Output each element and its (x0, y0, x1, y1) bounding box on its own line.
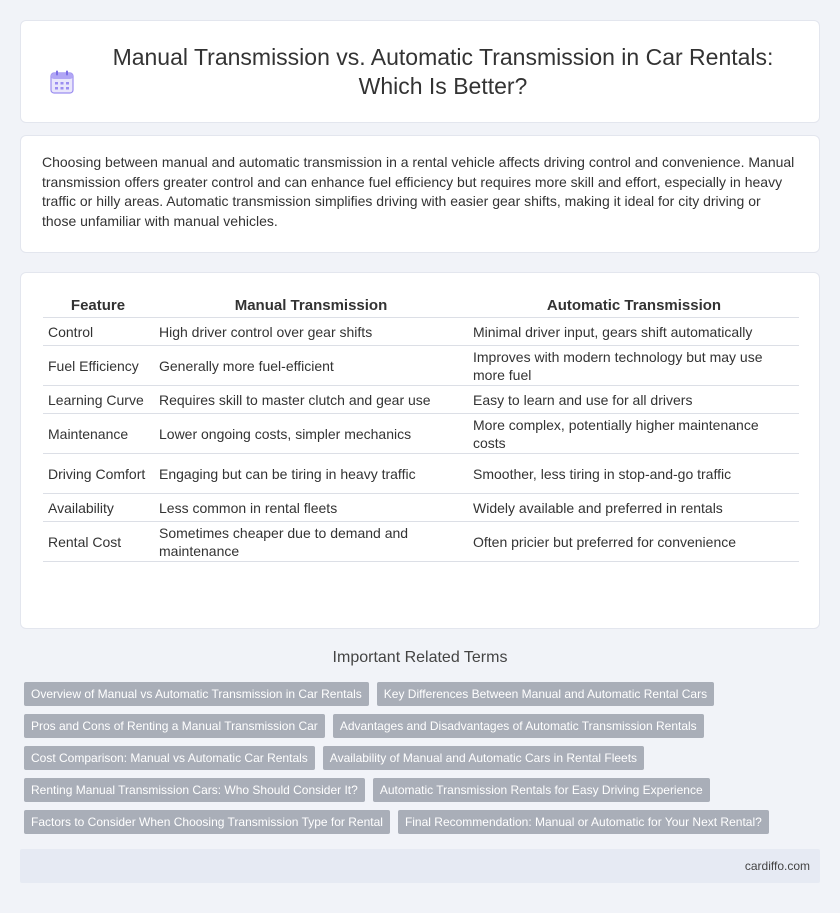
tag-row (24, 714, 816, 738)
related-term-tag[interactable]: Automatic Transmission Rentals for Easy Driving Experience (373, 778, 710, 802)
automatic-cell: Often pricier but preferred for convenience (467, 522, 799, 562)
related-term-tag[interactable]: Renting Manual Transmission Cars: Who Should Consider It? (24, 778, 365, 802)
tag-row (24, 778, 816, 802)
tag-row (24, 810, 816, 834)
related-term-tag[interactable]: Factors to Consider When Choosing Transmission Type for Rental (24, 810, 390, 834)
related-terms-title: Important Related Terms (332, 649, 508, 666)
header-automatic: Automatic Transmission (467, 291, 799, 318)
table-row (43, 386, 799, 414)
intro-paragraph: Choosing between manual and automatic transmission in a rental vehicle affects driving control and convenience. Manual transmission offers greater control and can enhance fuel efficiency but requires more skill and effort, especially in heavy traffic or hilly areas. Automatic transmission simplifies driving with easier gear shifts, making it ideal for city driving or those unfamiliar with manual vehicles. (42, 154, 795, 229)
feature-cell: Learning Curve (43, 386, 153, 414)
table-row (43, 522, 799, 562)
header-feature: Feature (43, 291, 153, 318)
table-row (43, 454, 799, 494)
manual-cell: Generally more fuel-efficient (153, 346, 467, 386)
automatic-cell: More complex, potentially higher maintenance costs (467, 414, 799, 454)
feature-cell: Fuel Efficiency (43, 346, 153, 386)
comparison-table-card (20, 272, 820, 629)
tag-row (24, 682, 816, 706)
table-row (43, 494, 799, 522)
tag-row (24, 746, 816, 770)
footer (20, 849, 820, 883)
title-card (20, 20, 820, 123)
title-wrap (21, 43, 819, 101)
manual-cell: Less common in rental fleets (153, 494, 467, 522)
automatic-cell: Easy to learn and use for all drivers (467, 386, 799, 414)
related-term-tag[interactable]: Overview of Manual vs Automatic Transmission in Car Rentals (24, 682, 369, 706)
table-row (43, 414, 799, 454)
intro-card (20, 135, 820, 253)
feature-cell: Driving Comfort (43, 454, 153, 494)
header-manual: Manual Transmission (153, 291, 467, 318)
page-title: Manual Transmission vs. Automatic Transmission in Car Rentals: Which Is Better? (112, 43, 774, 99)
manual-cell: Lower ongoing costs, simpler mechanics (153, 414, 467, 454)
feature-cell: Rental Cost (43, 522, 153, 562)
table-row (43, 346, 799, 386)
related-term-tag[interactable]: Advantages and Disadvantages of Automatic Transmission Rentals (333, 714, 704, 738)
manual-cell: Sometimes cheaper due to demand and maintenance (153, 522, 467, 562)
feature-cell: Maintenance (43, 414, 153, 454)
related-term-tag[interactable]: Pros and Cons of Renting a Manual Transmission Car (24, 714, 325, 738)
automatic-cell: Smoother, less tiring in stop-and-go traffic (467, 454, 799, 494)
related-term-tag[interactable]: Cost Comparison: Manual vs Automatic Car Rentals (24, 746, 315, 770)
automatic-cell: Widely available and preferred in rentals (467, 494, 799, 522)
related-term-tag[interactable]: Final Recommendation: Manual or Automatic for Your Next Rental? (398, 810, 769, 834)
table-row (43, 318, 799, 346)
related-term-tag[interactable]: Availability of Manual and Automatic Cars in Rental Fleets (323, 746, 644, 770)
manual-cell: Requires skill to master clutch and gear use (153, 386, 467, 414)
related-term-tag[interactable]: Key Differences Between Manual and Automatic Rental Cars (377, 682, 714, 706)
comparison-table (43, 291, 799, 562)
manual-cell: Engaging but can be tiring in heavy traffic (153, 454, 467, 494)
table-header-row (43, 291, 799, 318)
related-terms-list (24, 682, 816, 842)
feature-cell: Availability (43, 494, 153, 522)
automatic-cell: Minimal driver input, gears shift automatically (467, 318, 799, 346)
automatic-cell: Improves with modern technology but may use more fuel (467, 346, 799, 386)
footer-site-link[interactable]: cardiffo.com (744, 859, 810, 873)
manual-cell: High driver control over gear shifts (153, 318, 467, 346)
calendar-icon (49, 69, 75, 95)
feature-cell: Control (43, 318, 153, 346)
